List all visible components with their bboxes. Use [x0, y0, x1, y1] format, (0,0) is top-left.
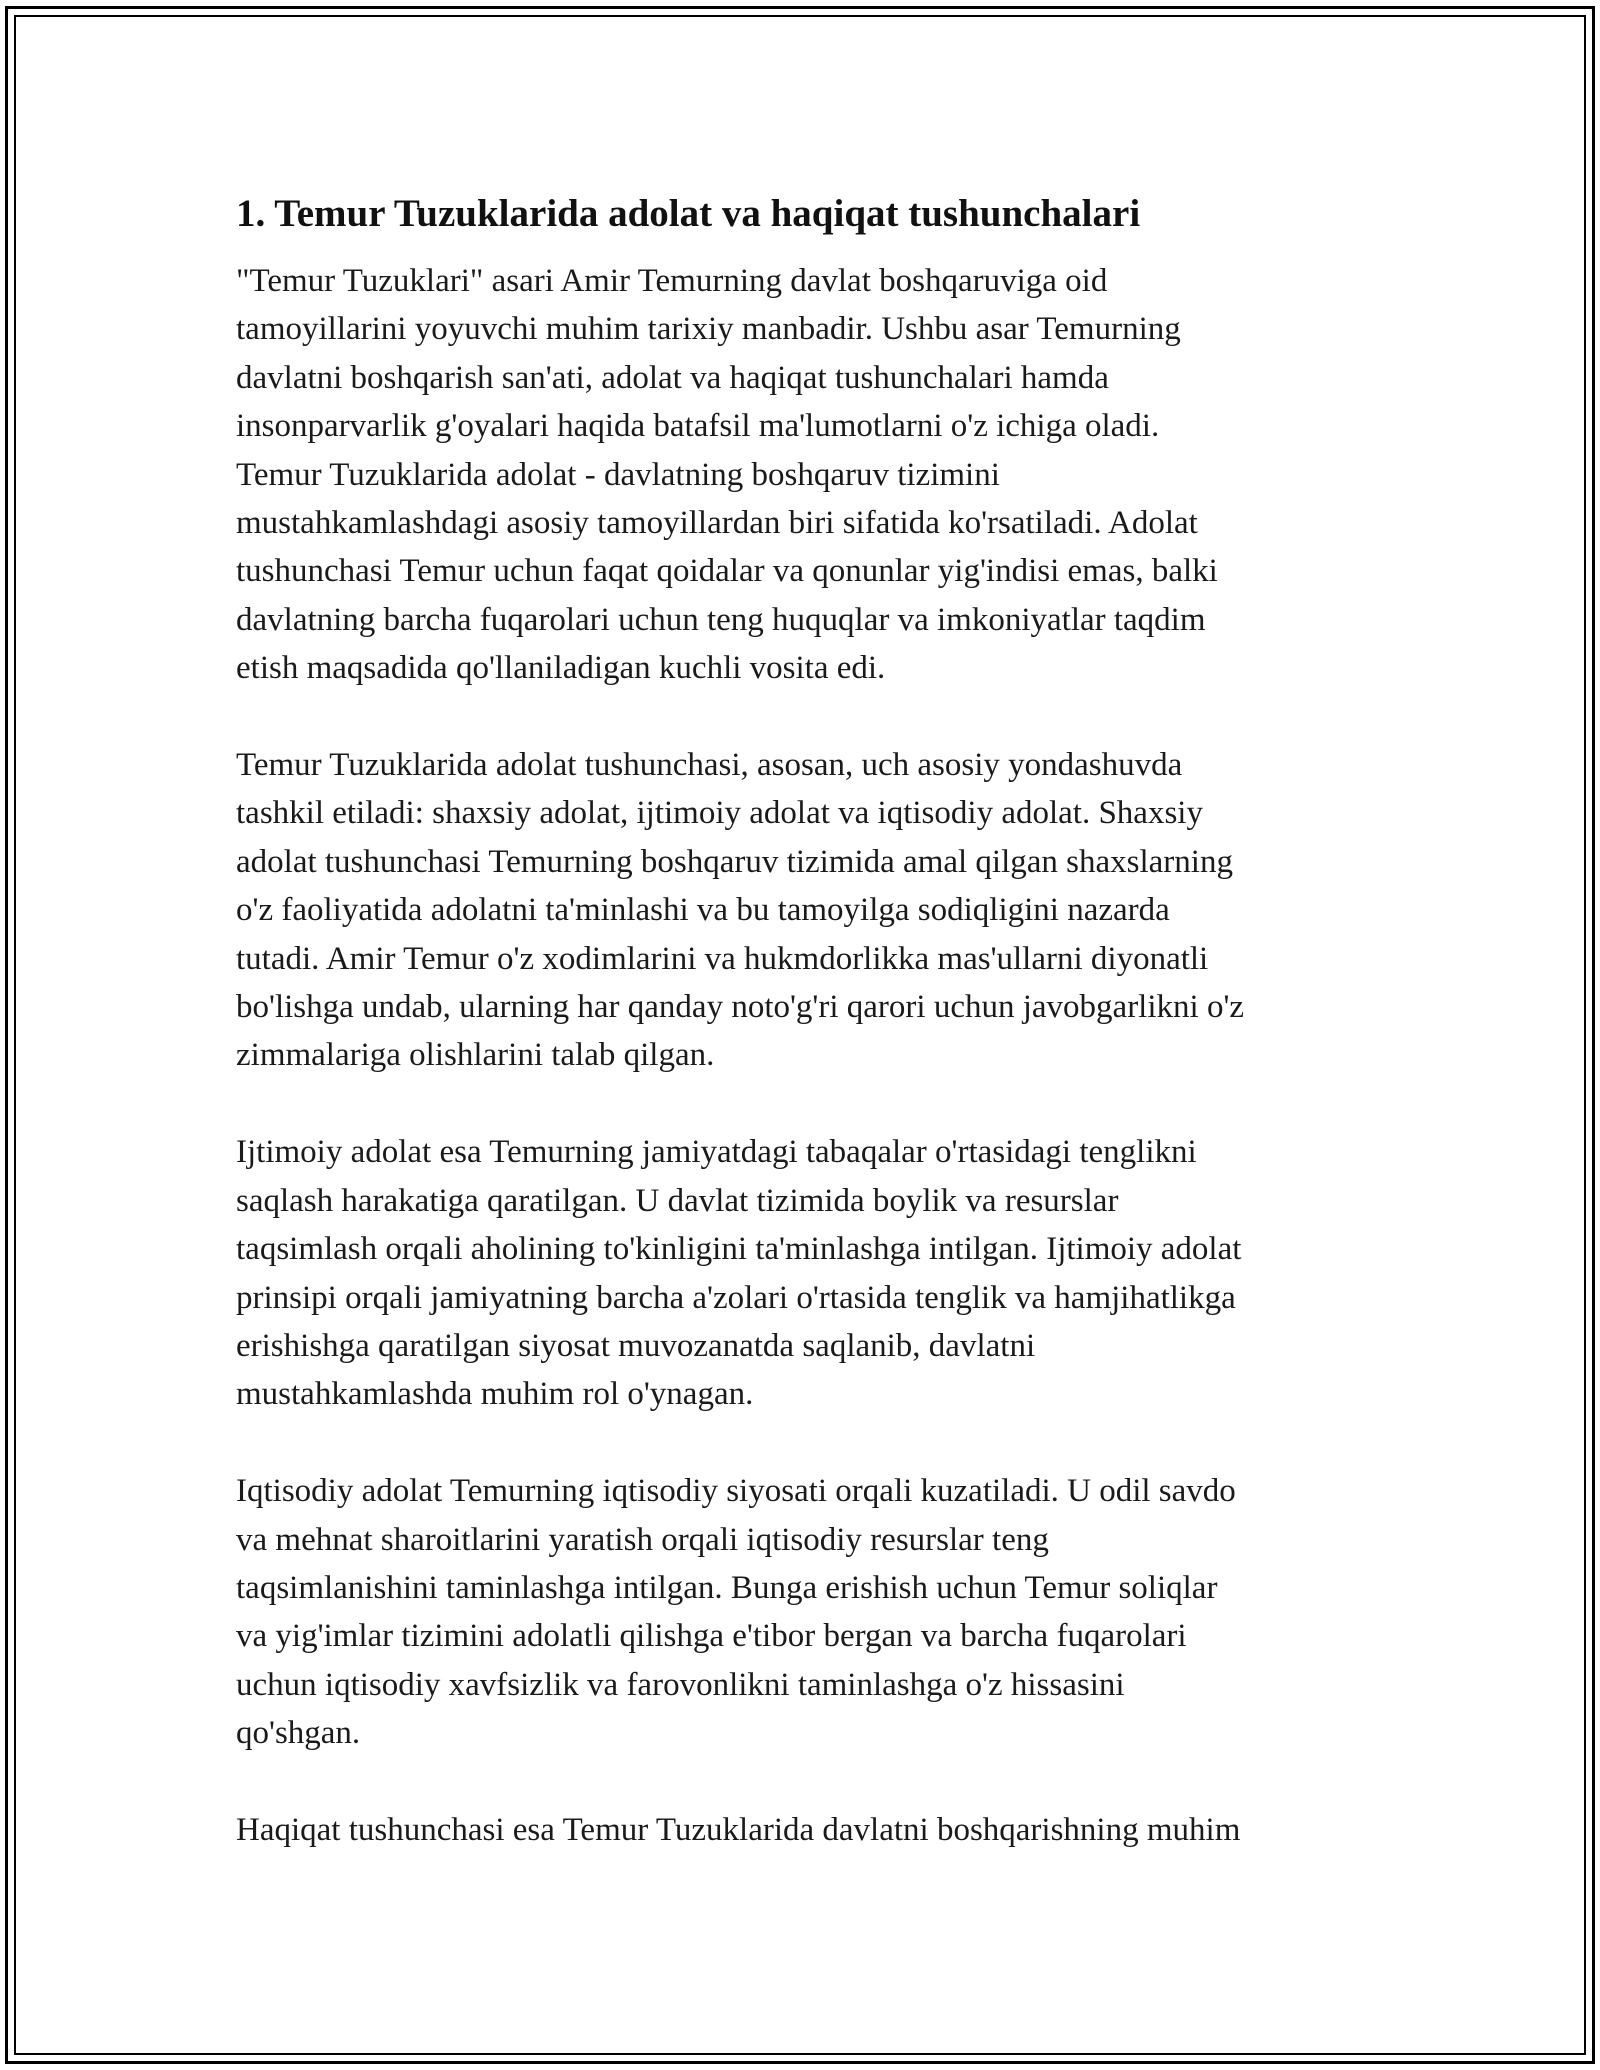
paragraph-1: "Temur Tuzuklari" asari Amir Temurning davlat boshqaruviga oid tamoyillarini yoyuvchi muhim tarixiy manbadir. Ushbu asar Temurning davlatni boshqarish san'ati, adolat va haqiqat tushunchalari hamda insonparvarlik g'oyalari haqida batafsil ma'lumotlarni o'z ichiga oladi. Temur Tuzuklarida adolat - davlatning boshqaruv tizimini mustahkamlashdagi asosiy tamoyillardan biri sifatida ko'rsatiladi. Adolat tushunchasi Temur uchun faqat qoidalar va qonunlar yig'indisi emas, balki davlatning barcha fuqarolari uchun teng huquqlar va imkoniyatlar taqdim etish maqsadida qo'llaniladigan kuchli vosita edi. [236, 263, 1218, 687]
section-heading: 1. Temur Tuzuklarida adolat va haqiqat tushunchalari [236, 192, 1141, 235]
paragraph-4: Iqtisodiy adolat Temurning iqtisodiy siyosati orqali kuzatiladi. U odil savdo va mehnat sharoitlarini yaratish orqali iqtisodiy resurslar teng taqsimlanishini taminlashga intilgan. Bunga erishish uchun Temur soliqlar va yig'imlar tizimini adolatli qilishga e'tibor bergan va barcha fuqarolari uchun iqtisodiy xavfsizlik va farovonlikni taminlashga o'z hissasini qo'shgan. [236, 1473, 1236, 1752]
document-body [236, 190, 1366, 1854]
paragraph-3: Ijtimoiy adolat esa Temurning jamiyatdagi tabaqalar o'rtasidagi tenglikni saqlash harakatiga qaratilgan. U davlat tizimida boylik va resurslar taqsimlash orqali aholining to'kinligini ta'minlashga intilgan. Ijtimoiy adolat prinsipi orqali jamiyatning barcha a'zolari o'rtasida tenglik va hamjihatlikga erishishga qaratilgan siyosat muvozanatda saqlanib, davlatni mustahkamlashda muhim rol o'ynagan. [236, 1134, 1242, 1413]
paragraph-5: Haqiqat tushunchasi esa Temur Tuzuklarida davlatni boshqarishning muhim [236, 1811, 1241, 1848]
paragraph-2: Temur Tuzuklarida adolat tushunchasi, asosan, uch asosiy yondashuvda tashkil etiladi: shaxsiy adolat, ijtimoiy adolat va iqtisodiy adolat. Shaxsiy adolat tushunchasi Temurning boshqaruv tizimida amal qilgan shaxslarning o'z faoliyatida adolatni ta'minlashi va bu tamoyilga sodiqligini nazarda tutadi. Amir Temur o'z xodimlarini va hukmdorlikka mas'ullarni diyonatli bo'lishga undab, ularning har qanday noto'g'ri qarori uchun javobgarlikni o'z zimmalariga olishlarini talab qilgan. [236, 747, 1245, 1074]
